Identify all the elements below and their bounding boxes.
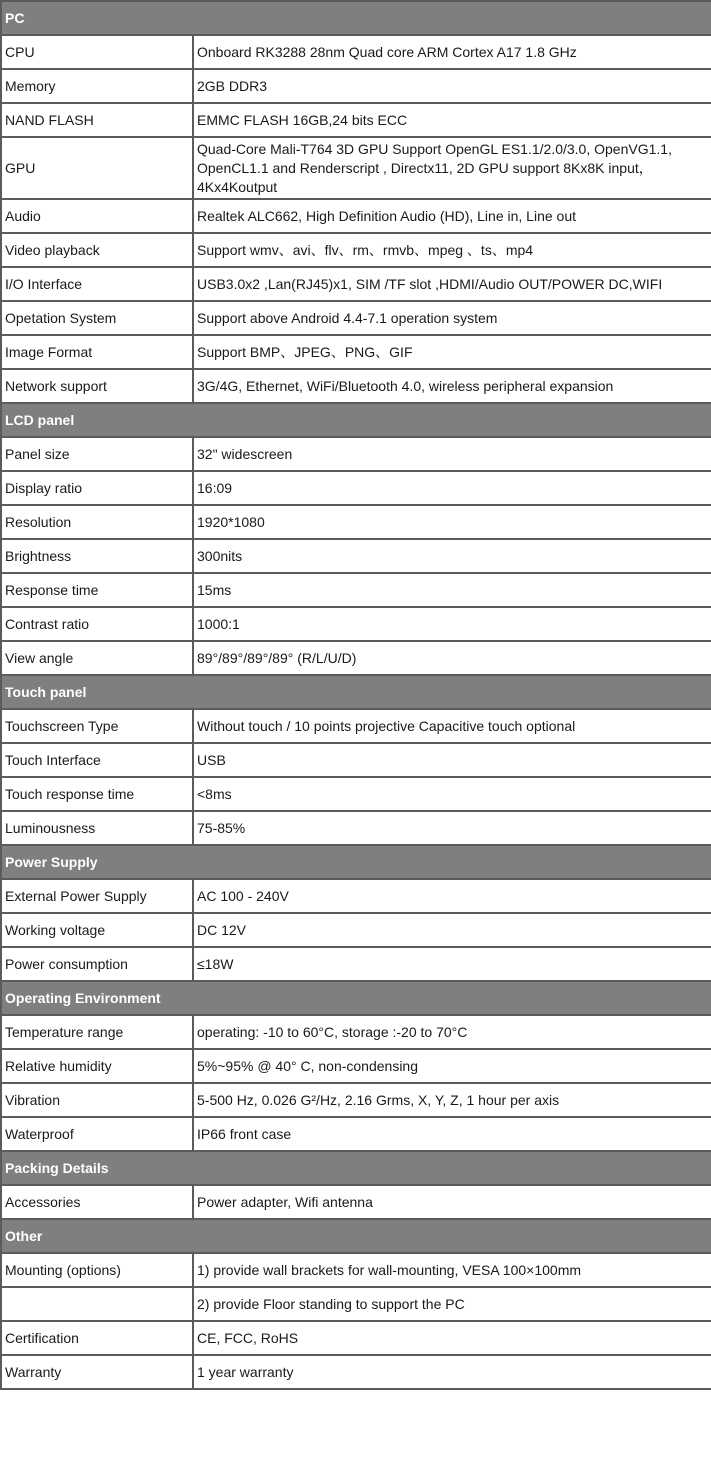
spec-row <box>1 437 711 471</box>
spec-label: Luminousness <box>1 811 193 845</box>
section-header-row <box>1 845 711 879</box>
spec-value: USB <box>193 743 711 777</box>
section-header-row <box>1 675 711 709</box>
spec-value: 5-500 Hz, 0.026 G²/Hz, 2.16 Grms, X, Y, Z, 1 hour per axis <box>193 1083 711 1117</box>
spec-value: AC 100 - 240V <box>193 879 711 913</box>
spec-value: CE, FCC, RoHS <box>193 1321 711 1355</box>
spec-value: USB3.0x2 ,Lan(RJ45)x1, SIM /TF slot ,HDMI/Audio OUT/POWER DC,WIFI <box>193 267 711 301</box>
section-header-row <box>1 403 711 437</box>
spec-label: Video playback <box>1 233 193 267</box>
spec-row <box>1 1253 711 1287</box>
spec-row <box>1 335 711 369</box>
spec-value: 75-85% <box>193 811 711 845</box>
spec-row <box>1 35 711 69</box>
section-header-row <box>1 1 711 35</box>
spec-label: Image Format <box>1 335 193 369</box>
spec-value: Without touch / 10 points projective Capacitive touch optional <box>193 709 711 743</box>
spec-label: Vibration <box>1 1083 193 1117</box>
spec-value: 2GB DDR3 <box>193 69 711 103</box>
spec-label: Mounting (options) <box>1 1253 193 1287</box>
spec-label: Accessories <box>1 1185 193 1219</box>
spec-row <box>1 607 711 641</box>
spec-row <box>1 267 711 301</box>
spec-row <box>1 505 711 539</box>
section-title: Operating Environment <box>1 981 711 1015</box>
spec-label: Panel size <box>1 437 193 471</box>
spec-table-body <box>1 1 711 1389</box>
spec-value: 89°/89°/89°/89° (R/L/U/D) <box>193 641 711 675</box>
spec-value: 1920*1080 <box>193 505 711 539</box>
spec-label: Audio <box>1 199 193 233</box>
spec-label: Resolution <box>1 505 193 539</box>
spec-row <box>1 1355 711 1389</box>
spec-row <box>1 1321 711 1355</box>
spec-value: 16:09 <box>193 471 711 505</box>
spec-label: GPU <box>1 137 193 199</box>
spec-row <box>1 709 711 743</box>
spec-row <box>1 1117 711 1151</box>
spec-label: Memory <box>1 69 193 103</box>
spec-value: DC 12V <box>193 913 711 947</box>
spec-label: Waterproof <box>1 1117 193 1151</box>
spec-row <box>1 103 711 137</box>
spec-label: Power consumption <box>1 947 193 981</box>
spec-value: 300nits <box>193 539 711 573</box>
spec-row <box>1 777 711 811</box>
spec-value: Realtek ALC662, High Definition Audio (HD), Line in, Line out <box>193 199 711 233</box>
spec-row <box>1 1185 711 1219</box>
spec-value: Support BMP、JPEG、PNG、GIF <box>193 335 711 369</box>
spec-row <box>1 471 711 505</box>
spec-value: Power adapter, Wifi antenna <box>193 1185 711 1219</box>
spec-label: Touch Interface <box>1 743 193 777</box>
spec-value: 32" widescreen <box>193 437 711 471</box>
spec-value: 3G/4G, Ethernet, WiFi/Bluetooth 4.0, wireless peripheral expansion <box>193 369 711 403</box>
spec-value: operating: -10 to 60°C, storage :-20 to 70°C <box>193 1015 711 1049</box>
spec-label: Display ratio <box>1 471 193 505</box>
section-header-row <box>1 1219 711 1253</box>
spec-label: Touchscreen Type <box>1 709 193 743</box>
section-title: Packing Details <box>1 1151 711 1185</box>
spec-row <box>1 539 711 573</box>
spec-value: IP66 front case <box>193 1117 711 1151</box>
spec-label: Opetation System <box>1 301 193 335</box>
spec-row <box>1 1083 711 1117</box>
spec-label: Relative humidity <box>1 1049 193 1083</box>
spec-label: Working voltage <box>1 913 193 947</box>
spec-label: I/O Interface <box>1 267 193 301</box>
spec-value: Onboard RK3288 28nm Quad core ARM Cortex A17 1.8 GHz <box>193 35 711 69</box>
section-title: Power Supply <box>1 845 711 879</box>
spec-value: 1) provide wall brackets for wall-mounting, VESA 100×100mm <box>193 1253 711 1287</box>
spec-label: Response time <box>1 573 193 607</box>
spec-value: 1000:1 <box>193 607 711 641</box>
spec-value: 2) provide Floor standing to support the PC <box>193 1287 711 1321</box>
spec-value: 15ms <box>193 573 711 607</box>
spec-value: 1 year warranty <box>193 1355 711 1389</box>
spec-row <box>1 641 711 675</box>
spec-label <box>1 1287 193 1321</box>
section-header-row <box>1 981 711 1015</box>
spec-label: Contrast ratio <box>1 607 193 641</box>
spec-label: NAND FLASH <box>1 103 193 137</box>
spec-row <box>1 199 711 233</box>
spec-value: Support above Android 4.4-7.1 operation system <box>193 301 711 335</box>
spec-row <box>1 913 711 947</box>
spec-value: Support wmv、avi、flv、rm、rmvb、mpeg 、ts、mp4 <box>193 233 711 267</box>
spec-label: Network support <box>1 369 193 403</box>
spec-value: Quad-Core Mali-T764 3D GPU Support OpenGL ES1.1/2.0/3.0, OpenVG1.1, OpenCL1.1 and Renderscript , Directx11, 2D GPU support 8Kx8K input，4Kx4Koutput <box>193 137 711 199</box>
spec-value: 5%~95% @ 40° C, non-condensing <box>193 1049 711 1083</box>
spec-row <box>1 879 711 913</box>
spec-row <box>1 69 711 103</box>
spec-label: External Power Supply <box>1 879 193 913</box>
spec-row <box>1 301 711 335</box>
section-title: Touch panel <box>1 675 711 709</box>
spec-row <box>1 1015 711 1049</box>
spec-row <box>1 1287 711 1321</box>
spec-value: <8ms <box>193 777 711 811</box>
spec-label: CPU <box>1 35 193 69</box>
section-title: Other <box>1 1219 711 1253</box>
spec-row <box>1 947 711 981</box>
section-title: PC <box>1 1 711 35</box>
spec-value: ≤18W <box>193 947 711 981</box>
spec-row <box>1 573 711 607</box>
spec-row <box>1 811 711 845</box>
spec-label: Certification <box>1 1321 193 1355</box>
spec-row <box>1 137 711 199</box>
spec-row <box>1 233 711 267</box>
spec-row <box>1 369 711 403</box>
spec-label: Temperature range <box>1 1015 193 1049</box>
section-title: LCD panel <box>1 403 711 437</box>
spec-label: View angle <box>1 641 193 675</box>
spec-label: Warranty <box>1 1355 193 1389</box>
spec-label: Brightness <box>1 539 193 573</box>
spec-value: EMMC FLASH 16GB,24 bits ECC <box>193 103 711 137</box>
spec-row <box>1 743 711 777</box>
spec-row <box>1 1049 711 1083</box>
section-header-row <box>1 1151 711 1185</box>
spec-label: Touch response time <box>1 777 193 811</box>
